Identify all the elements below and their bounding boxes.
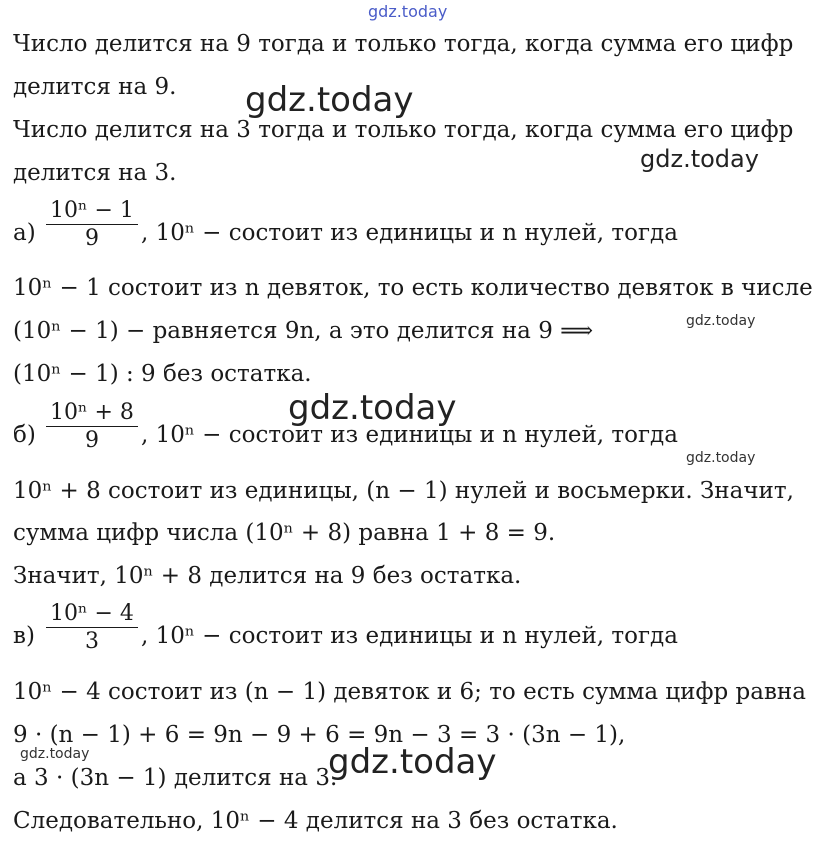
part-b-line: 10ⁿ + 8 состоит из единицы, (n − 1) нулей и восьмерки. Значит, xyxy=(13,478,794,504)
part-b-fraction xyxy=(46,400,138,453)
part-a-line: (10ⁿ − 1) − равняется 9n, а это делится на 9 ⟹ xyxy=(13,318,594,344)
watermark: gdz.today xyxy=(686,313,756,329)
fraction-denominator: 9 xyxy=(84,428,99,453)
fraction-bar xyxy=(46,224,138,225)
watermark: gdz.today xyxy=(686,450,756,466)
part-c-line: Следовательно, 10ⁿ − 4 делится на 3 без остатка. xyxy=(13,808,618,834)
fraction-numerator: 10ⁿ − 1 xyxy=(50,198,134,223)
fraction-bar xyxy=(46,627,138,628)
part-c-line: 10ⁿ − 4 состоит из (n − 1) девяток и 6; то есть сумма цифр равна xyxy=(13,679,806,705)
intro-line: Число делится на 3 тогда и только тогда, когда сумма его цифр xyxy=(13,117,794,143)
fraction-denominator: 3 xyxy=(84,629,99,654)
fraction-denominator: 9 xyxy=(84,226,99,251)
part-a-line: (10ⁿ − 1) : 9 без остатка. xyxy=(13,361,312,387)
fraction-bar xyxy=(46,426,138,427)
watermark-top: gdz.today xyxy=(368,2,448,21)
part-b-intro: , 10ⁿ − состоит из единицы и n нулей, тогда xyxy=(141,422,678,448)
part-c-line: а 3 · (3n − 1) делится на 3. xyxy=(13,765,338,791)
watermark: gdz.today xyxy=(245,80,414,120)
part-a-fraction xyxy=(46,198,138,251)
watermark: gdz.today xyxy=(328,742,497,782)
part-a-intro: , 10ⁿ − состоит из единицы и n нулей, тогда xyxy=(141,220,678,246)
intro-line: делится на 9. xyxy=(13,74,177,100)
fraction-numerator: 10ⁿ − 4 xyxy=(50,601,134,626)
part-a-line: 10ⁿ − 1 состоит из n девяток, то есть количество девяток в числе xyxy=(13,275,813,301)
part-b-line: Значит, 10ⁿ + 8 делится на 9 без остатка. xyxy=(13,563,522,589)
part-c-line: 9 · (n − 1) + 6 = 9n − 9 + 6 = 9n − 3 = 3 · (3n − 1), xyxy=(13,722,626,748)
intro-line: делится на 3. xyxy=(13,160,177,186)
intro-line: Число делится на 9 тогда и только тогда, когда сумма его цифр xyxy=(13,31,794,57)
part-b-line: сумма цифр числа (10ⁿ + 8) равна 1 + 8 = 9. xyxy=(13,520,556,546)
part-c-label: в) xyxy=(13,623,35,649)
part-c-intro: , 10ⁿ − состоит из единицы и n нулей, тогда xyxy=(141,623,678,649)
watermark: gdz.today xyxy=(288,388,457,428)
fraction-numerator: 10ⁿ + 8 xyxy=(50,400,134,425)
part-c-fraction xyxy=(46,601,138,654)
part-b-label: б) xyxy=(13,422,36,448)
watermark: gdz.today xyxy=(640,145,759,173)
part-a-label: а) xyxy=(13,220,36,246)
watermark: gdz.today xyxy=(20,746,90,762)
